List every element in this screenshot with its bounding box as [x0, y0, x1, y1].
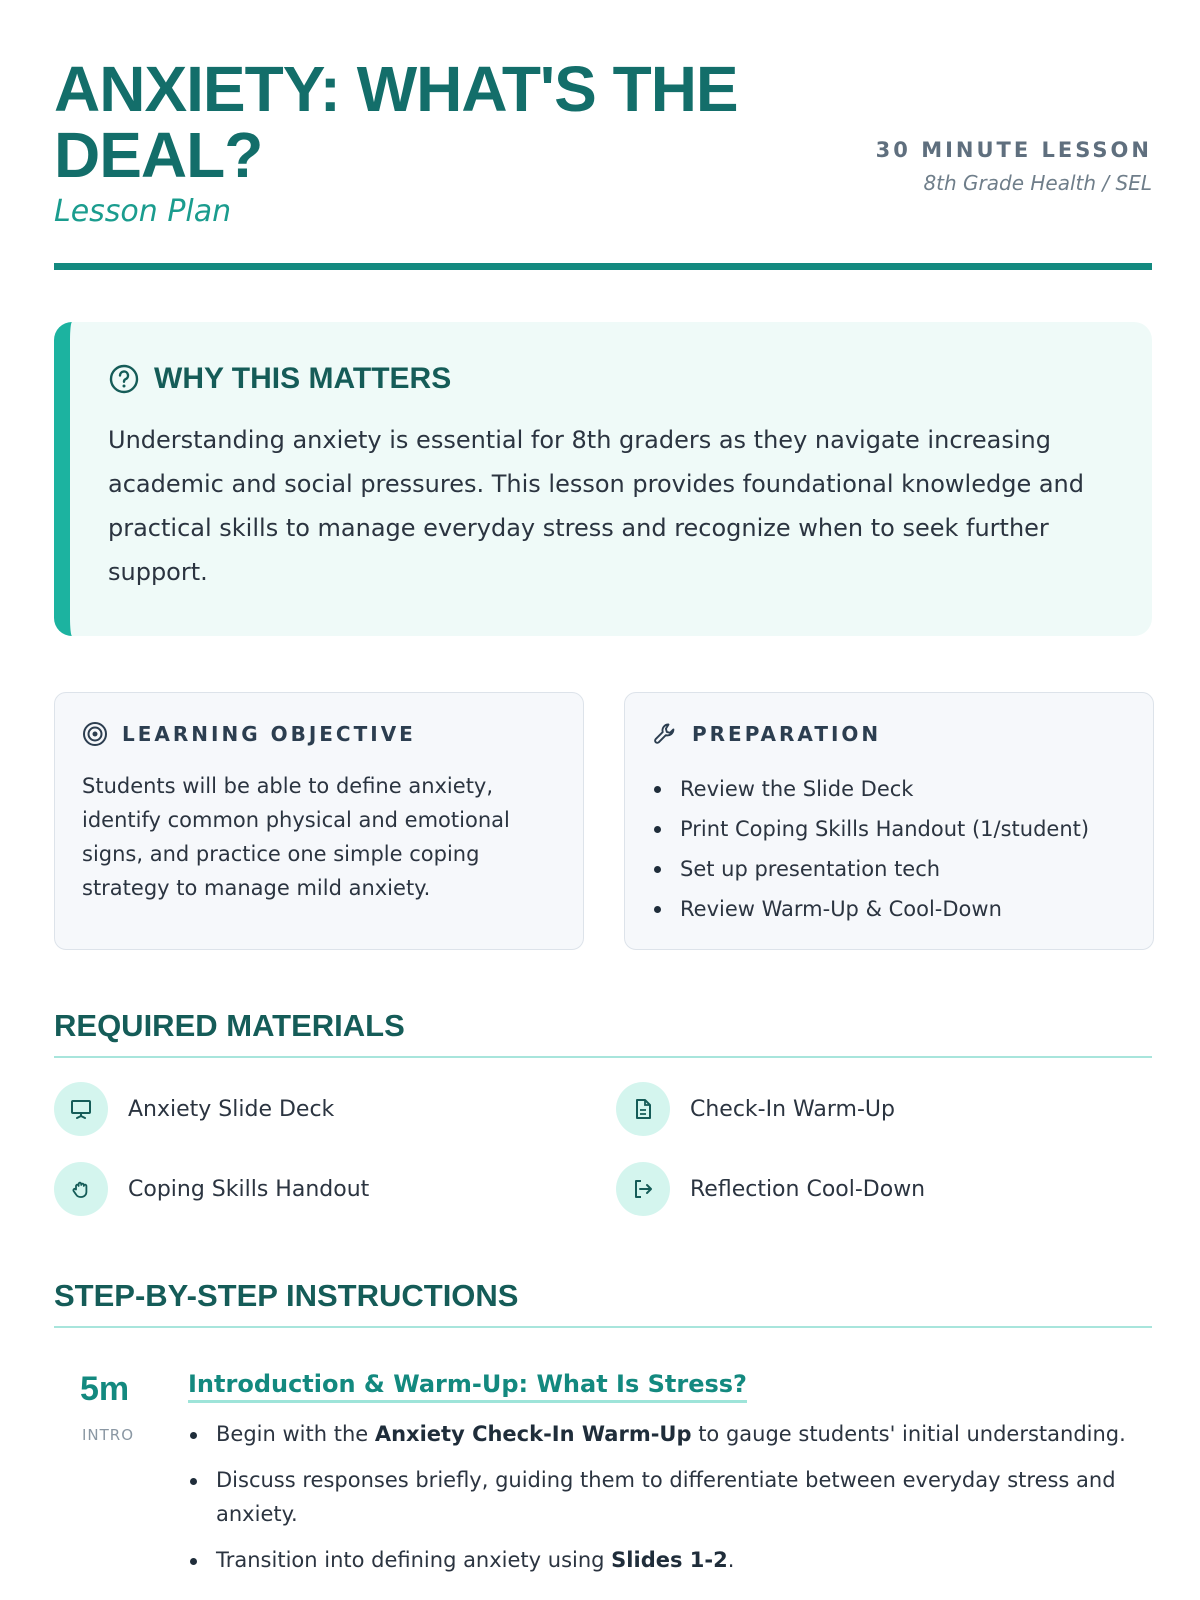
- lesson-grade: 8th Grade Health / SEL: [923, 171, 1152, 195]
- why-text: Understanding anxiety is essential for 8th graders as they navigate increasing academic and social pressures. This lesson provides foundational knowledge and practical skills to manage everyday stress and recognize when to seek further support.: [108, 426, 1084, 586]
- step-tag: INTRO: [82, 1426, 135, 1444]
- preparation-card: [624, 692, 1154, 950]
- document-icon: [631, 1097, 655, 1121]
- page-subtitle: Lesson Plan: [54, 194, 232, 229]
- materials-title: REQUIRED MATERIALS: [54, 1008, 1152, 1058]
- bullet-text: .: [727, 1548, 735, 1572]
- step-title: Introduction & Warm-Up: What Is Stress?: [188, 1370, 747, 1403]
- page-title: ANXIETY: WHAT'S THE DEAL?: [54, 53, 738, 191]
- exit-icon: [631, 1177, 655, 1201]
- question-circle-icon: [108, 363, 140, 395]
- preparation-title: PREPARATION: [692, 722, 882, 746]
- bullet-bold: Anxiety Check-In Warm-Up: [374, 1422, 692, 1446]
- steps-title: STEP-BY-STEP INSTRUCTIONS: [54, 1278, 1152, 1328]
- preparation-list: [652, 769, 1126, 929]
- objective-text: Students will be able to define anxiety, identify common physical and emotional signs, and practice one simple coping strategy to manage mild anxiety.: [82, 774, 510, 900]
- step-time: 5m: [80, 1370, 130, 1408]
- why-title: WHY THIS MATTERS: [154, 362, 452, 395]
- lesson-duration: 30 MINUTE LESSON: [875, 138, 1152, 162]
- list-item: [188, 1543, 1152, 1577]
- target-icon: [82, 721, 108, 747]
- list-item: Set up presentation tech: [652, 849, 1126, 889]
- list-item: Print Coping Skills Handout (1/student): [652, 809, 1126, 849]
- why-this-matters-panel: [54, 322, 1152, 636]
- bullet-text: to gauge students' initial understanding.: [691, 1422, 1126, 1446]
- objective-title: LEARNING OBJECTIVE: [122, 722, 416, 746]
- material-label: Coping Skills Handout: [128, 1176, 370, 1202]
- list-item: Review Warm-Up & Cool-Down: [652, 889, 1126, 929]
- lesson-meta: [852, 133, 1152, 195]
- material-cool-down[interactable]: [616, 1162, 925, 1216]
- material-label: Reflection Cool-Down: [690, 1176, 926, 1202]
- material-icon-wrap: [54, 1082, 108, 1136]
- material-icon-wrap: [616, 1082, 670, 1136]
- list-item: [188, 1463, 1152, 1531]
- step-body: [188, 1370, 1152, 1589]
- material-icon-wrap: [54, 1162, 108, 1216]
- bullet-text: Transition into defining anxiety using: [216, 1548, 612, 1572]
- material-slide-deck[interactable]: [54, 1082, 334, 1136]
- material-handout[interactable]: [54, 1162, 369, 1216]
- bullet-text: Discuss responses briefly, guiding them to differentiate between everyday stress and anxiety.: [216, 1468, 1116, 1526]
- bullet-text: Begin with the: [216, 1422, 375, 1446]
- lesson-header: [54, 53, 1152, 270]
- preparation-header: [652, 721, 1126, 747]
- objective-header: [82, 721, 556, 747]
- list-item: [188, 1417, 1152, 1451]
- bullet-bold: Slides 1-2: [611, 1548, 728, 1572]
- why-header: [108, 362, 1112, 396]
- hand-icon: [69, 1177, 93, 1201]
- material-icon-wrap: [616, 1162, 670, 1216]
- learning-objective-card: [54, 692, 584, 950]
- step-bullets: [188, 1417, 1152, 1577]
- material-label: Anxiety Slide Deck: [128, 1096, 335, 1122]
- list-item: Review the Slide Deck: [652, 769, 1126, 809]
- material-warm-up[interactable]: [616, 1082, 895, 1136]
- presentation-icon: [69, 1097, 93, 1121]
- wrench-icon: [652, 721, 678, 747]
- material-label: Check-In Warm-Up: [690, 1096, 895, 1122]
